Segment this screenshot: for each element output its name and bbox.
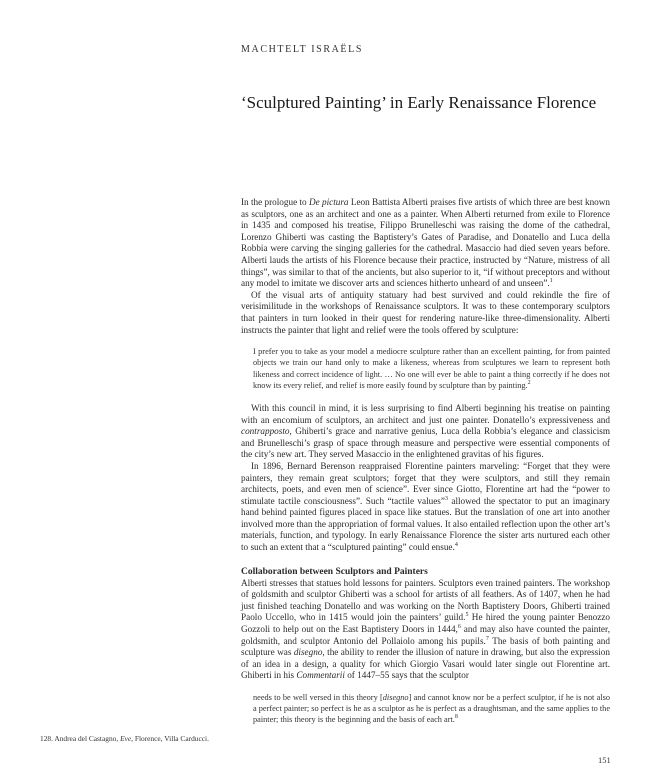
paragraph-2: Of the visual arts of antiquity statuary had best survived and could rekindle the fire of verisimilitude in the workshops of Renaissance sculptors. It was to these contemporary sculptors that painters in turn looked in their quest for rendering nature-like three-dimensionality. Alberti instructs the painter that light and relief were the tools offered by sculpture: — [241, 289, 610, 335]
article-body — [241, 197, 610, 738]
section-heading: Collaboration between Sculptors and Painters — [241, 566, 428, 577]
footnote-marker: 5 — [465, 612, 469, 619]
paragraph-5: Alberti stresses that statues hold lessons for painters. Sculptors even trained painters. The workshop of goldsmith and sculptor Ghiberti was a school for artists of all feathers. As of 1407, when he had just finished teaching Donatello and was working on the North Baptistery Doors, Ghiberti trained Paolo Uccello, who in 1415 would join the painters’ guild.$^5$ He hired the young painter Benozzo Gozzoli to help out on the East Baptistery Doors in 1444,$^6$ and may also have counted the painter, goldsmith, and sculptor Antonio del Pollaiolo among his pupils.$^7$ The basis of both painting and sculpture was disegno, the ability to render the illusion of nature in drawing, but also the expression of an idea in a design, a quality for which Giorgio Vasari would later single out Florentine art. Ghiberti in his Commentarii of 1447–55 says that the sculptor — [241, 577, 611, 681]
block-quote-ghiberti: needs to be well versed in this theory [disegno] and cannot know nor be a perfect sculptor, if he is not also a perfect painter; so perfect is he as a sculptor as he is perfect as a draughtsman, and the same applies to the painter; this theory is the beginning and the basis of each art.$^8$ — [253, 693, 610, 725]
footnote-marker: 6 — [457, 623, 461, 630]
footnote-marker: 2 — [527, 379, 531, 386]
footnote-marker: 1 — [549, 278, 553, 285]
footnote-marker: 4 — [454, 542, 458, 548]
footnote-marker: 8 — [454, 714, 458, 721]
article-title: ‘Sculptured Painting’ in Early Renaissance Florence — [241, 93, 597, 112]
paragraph-3: With this council in mind, it is less surprising to find Alberti beginning his treatise on painting with an encomium of sculptors, an architect and just one painter. Donatello’s expressiveness and contrapposto, Ghiberti’s grace and narrative genius, Luca della Robbia’s elegance and classicism and Brunelleschi’s grasp of space through measure and perspective were essential components of the city’s new art. They served Masaccio in the enlightened gravitas of his figures. — [241, 402, 610, 460]
block-quote-alberti: I prefer you to take as your model a mediocre sculpture rather than an excellent painting, for from painted objects we train our hand only to make a likeness, whereas from sculptures we learn to represent both likeness and correct incidence of light. … No one will ever be able to paint a thing correctly if he does not know its every relief, and relief is more easily found by sculpture than by painting.$^2$ — [253, 347, 610, 390]
page-number: 151 — [598, 755, 611, 765]
paragraph-4: In 1896, Bernard Berenson reappraised Florentine painters marveling: “Forget that they were painters, they remain great sculptors; forget that they were sculptors, and still they remain architects, poets, and even men of science”. Ever since Giotto, Florentine art had the “power to stimulate tactile consciousness”. Such “tactile values”$^3$ allowed the spectator to put an imaginary hand behind painted figures placed in space like statues. But the translation of one art into another involved more than the appropriation of formal values. It also entailed reflection upon the other art’s materials, function, and typology. In early Renaissance Florence the sister arts nurtured each other to such an extent that a “sculptured painting” could ensue.$^4$ — [241, 460, 610, 553]
footnote-marker: 3 — [444, 495, 448, 502]
footnote-marker: 7 — [485, 635, 489, 642]
author-name: MACHTELT ISRAËLS — [241, 44, 364, 55]
figure-caption: 128. Andrea del Castagno, Eve, Florence, Villa Carducci. — [40, 734, 209, 743]
paragraph-1: In the prologue to De pictura Leon Battista Alberti praises five artists of which three are best known as sculptors, one as an architect and one as a painter. When Alberti returned from exile to Florence in 1435 and composed his treatise, Filippo Brunelleschi was raising the dome of the cathedral, Lorenzo Ghiberti was casting the Baptistery’s Gates of Paradise, and Donatello and Luca della Robbia were carving the singing galleries for the cathedral. Masaccio had died seven years before. Alberti lauds the artists of his Florence because their practice, instructed by “Nature, mistress of all things”, was similar to that of the ancients, but also superior to it, “if without preceptors and without any model to imitate we discover arts and sciences hitherto unheard of and unseen”.$^1$ — [241, 197, 611, 289]
